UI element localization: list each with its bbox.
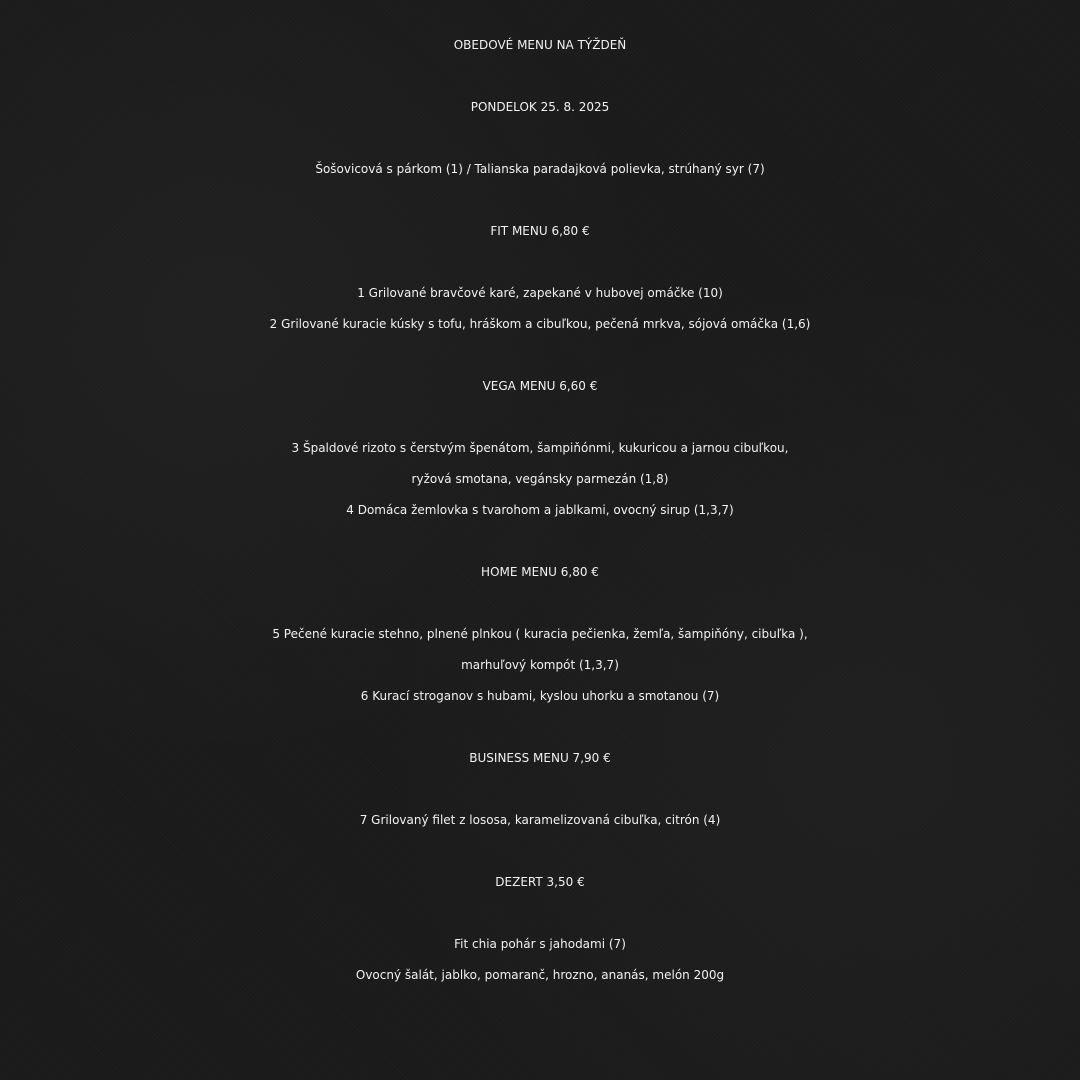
menu-item: ryžová smotana, vegánsky parmezán (1,8) — [411, 472, 669, 486]
spacer — [0, 402, 1080, 433]
vega-menu-heading: VEGA MENU 6,60 € — [482, 379, 598, 393]
fit-menu-heading: FIT MENU 6,80 € — [490, 224, 590, 238]
spacer — [0, 61, 1080, 92]
home-menu-heading: HOME MENU 6,80 € — [481, 565, 599, 579]
menu-item: 2 Grilované kuracie kúsky s tofu, hráškom a cibuľkou, pečená mrkva, sójová omáčka (1,6) — [269, 317, 811, 331]
menu-item: 7 Grilovaný filet z lososa, karamelizovaná cibuľka, citrón (4) — [359, 813, 721, 827]
soup-line: Šošovicová s párkom (1) / Talianska paradajková polievka, strúhaný syr (7) — [315, 162, 765, 176]
spacer — [0, 340, 1080, 371]
business-menu-heading: BUSINESS MENU 7,90 € — [469, 751, 611, 765]
menu-item: 6 Kurací stroganov s hubami, kyslou uhorku a smotanou (7) — [360, 689, 720, 703]
spacer — [0, 836, 1080, 867]
menu-item: 5 Pečené kuracie stehno, plnené plnkou ( kuracia pečienka, žemľa, šampiňóny, cibuľka ), — [272, 627, 808, 641]
menu-title: OBEDOVÉ MENU NA TÝŽDEŇ — [453, 38, 627, 52]
spacer — [0, 526, 1080, 557]
day-heading: PONDELOK 25. 8. 2025 — [470, 100, 610, 114]
dessert-heading: DEZERT 3,50 € — [495, 875, 585, 889]
spacer — [0, 712, 1080, 743]
menu-item: 1 Grilované bravčové karé, zapekané v hubovej omáčke (10) — [357, 286, 723, 300]
menu-item: marhuľový kompót (1,3,7) — [461, 658, 619, 672]
spacer — [0, 898, 1080, 929]
menu-item: Ovocný šalát, jablko, pomaranč, hrozno, ananás, melón 200g — [355, 968, 725, 982]
spacer — [0, 123, 1080, 154]
menu-item: 4 Domáca žemlovka s tvarohom a jablkami, ovocný sirup (1,3,7) — [346, 503, 734, 517]
spacer — [0, 185, 1080, 216]
spacer — [0, 774, 1080, 805]
spacer — [0, 588, 1080, 619]
menu-item: Fit chia pohár s jahodami (7) — [454, 937, 626, 951]
menu-item: 3 Špaldové rizoto s čerstvým špenátom, šampiňónmi, kukuricou a jarnou cibuľkou, — [291, 441, 789, 455]
spacer — [0, 247, 1080, 278]
